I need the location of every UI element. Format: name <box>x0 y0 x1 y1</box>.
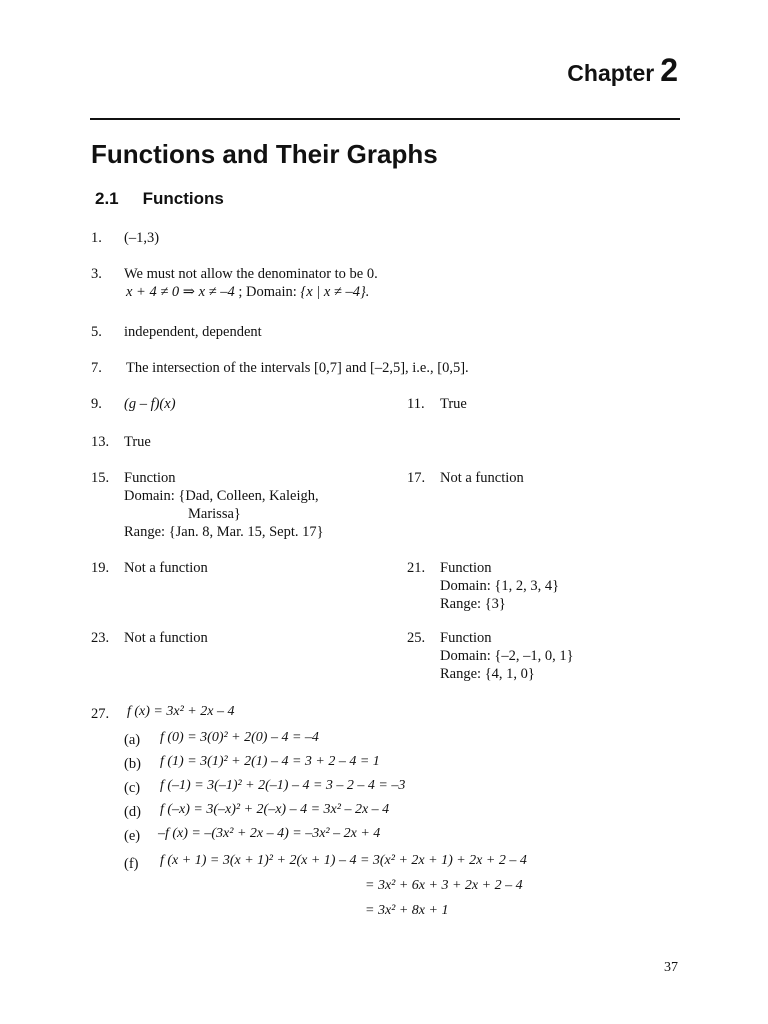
problem-3-inequality: x + 4 ≠ 0 ⇒ x ≠ –4 <box>126 284 235 300</box>
problem-17-answer: Not a function <box>440 470 524 486</box>
problem-21-line-1: Function <box>440 560 492 576</box>
problem-27-function: f (x) = 3x² + 2x – 4 <box>127 704 235 719</box>
problem-17-number: 17. <box>407 470 426 486</box>
chapter-rule <box>90 118 680 120</box>
problem-13-answer: True <box>124 434 151 450</box>
section-number: 2.1 <box>95 189 119 208</box>
problem-25-number: 25. <box>407 630 426 646</box>
problem-7-answer: The intersection of the intervals [0,7] and [–2,5], i.e., [0,5]. <box>126 360 469 376</box>
problem-15-line-1: Function <box>124 470 176 486</box>
section-title: Functions <box>142 189 224 208</box>
part-f-continuation-2: = 3x² + 8x + 1 <box>365 903 449 918</box>
part-e-label: (e) <box>124 828 141 844</box>
part-a-label: (a) <box>124 732 141 748</box>
problem-11-answer: True <box>440 396 467 412</box>
part-f-expression: f (x + 1) = 3(x + 1)² + 2(x + 1) – 4 = 3(x² + 2x + 1) + 2x + 2 – 4 <box>160 853 527 868</box>
problem-15-range: Range: {Jan. 8, Mar. 15, Sept. 17} <box>124 524 324 540</box>
part-d-label: (d) <box>124 804 141 820</box>
problem-3-line-2 <box>126 283 369 301</box>
problem-3-domain-label: ; Domain: <box>238 284 297 300</box>
problem-25-line-1: Function <box>440 630 492 646</box>
part-b-expression: f (1) = 3(1)² + 2(1) – 4 = 3 + 2 – 4 = 1 <box>160 754 380 769</box>
page-title: Functions and Their Graphs <box>91 139 438 169</box>
problem-9-answer: (g – f)(x) <box>124 396 176 412</box>
section-heading <box>95 189 224 209</box>
problem-15-domain: Domain: {Dad, Colleen, Kaleigh, <box>124 488 319 504</box>
part-a-expression: f (0) = 3(0)² + 2(0) – 4 = –4 <box>160 730 319 745</box>
problem-25-range: Range: {4, 1, 0} <box>440 666 535 682</box>
problem-13-number: 13. <box>91 434 110 450</box>
problem-1-answer: (–1,3) <box>124 230 160 246</box>
problem-3-number: 3. <box>91 266 102 282</box>
part-c-label: (c) <box>124 780 141 796</box>
problem-19-answer: Not a function <box>124 560 208 576</box>
problem-3-domain-set: {x | x ≠ –4}. <box>300 284 370 300</box>
problem-23-answer: Not a function <box>124 630 208 646</box>
chapter-heading <box>567 52 678 89</box>
part-c-expression: f (–1) = 3(–1)² + 2(–1) – 4 = 3 – 2 – 4 = –3 <box>160 778 406 793</box>
part-e-expression: –f (x) = –(3x² + 2x – 4) = –3x² – 2x + 4 <box>158 826 381 841</box>
problem-5-number: 5. <box>91 324 102 340</box>
problem-9-number: 9. <box>91 396 102 412</box>
chapter-number: 2 <box>660 52 678 88</box>
problem-27-number: 27. <box>91 706 110 722</box>
problem-19-number: 19. <box>91 560 110 576</box>
problem-23-number: 23. <box>91 630 110 646</box>
problem-21-range: Range: {3} <box>440 596 506 612</box>
part-f-label: (f) <box>124 856 139 872</box>
problem-5-answer: independent, dependent <box>124 324 262 340</box>
part-d-expression: f (–x) = 3(–x)² + 2(–x) – 4 = 3x² – 2x – 4 <box>160 802 390 817</box>
problem-15-domain-cont: Marissa} <box>188 506 241 522</box>
problem-7-number: 7. <box>91 360 102 376</box>
part-f-continuation-1: = 3x² + 6x + 3 + 2x + 2 – 4 <box>365 878 523 893</box>
problem-21-number: 21. <box>407 560 426 576</box>
chapter-label: Chapter <box>567 60 655 86</box>
problem-15-number: 15. <box>91 470 110 486</box>
page-number: 37 <box>664 960 678 975</box>
problem-21-domain: Domain: {1, 2, 3, 4} <box>440 578 560 594</box>
problem-11-number: 11. <box>407 396 425 412</box>
part-b-label: (b) <box>124 756 141 772</box>
problem-3-line-1: We must not allow the denominator to be 0. <box>124 266 378 282</box>
problem-25-domain: Domain: {–2, –1, 0, 1} <box>440 648 574 664</box>
problem-1-number: 1. <box>91 230 102 246</box>
